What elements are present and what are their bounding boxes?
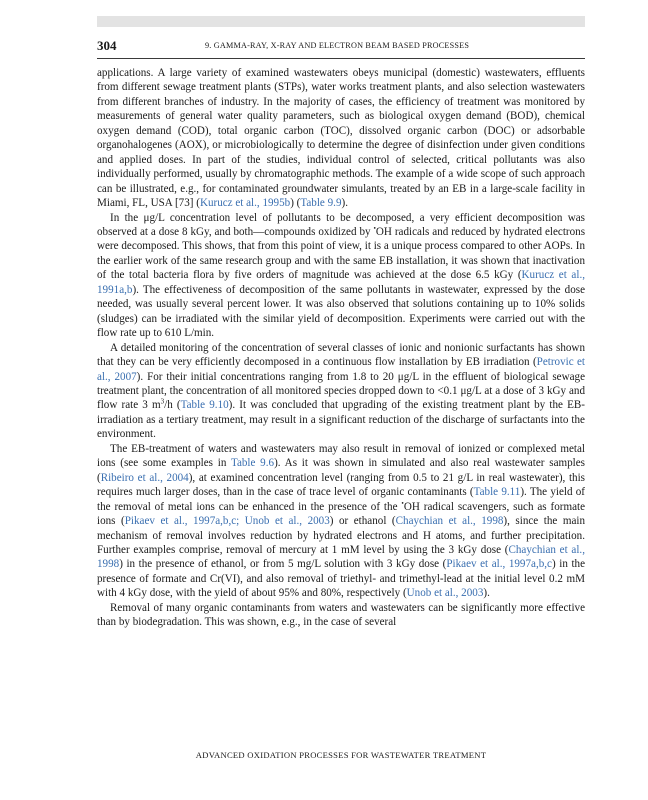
page-header xyxy=(97,36,585,59)
superscript: • xyxy=(373,224,376,233)
page-number: 304 xyxy=(97,38,117,53)
body-text xyxy=(97,66,585,630)
book-title-footer: ADVANCED OXIDATION PROCESSES FOR WASTEWATER TREATMENT xyxy=(195,750,487,760)
citation-link[interactable]: Kurucz et al., 1995b xyxy=(199,197,291,210)
citation-link[interactable]: Table 9.11 xyxy=(473,486,521,499)
text-run: The EB-treatment of waters and wastewaters may also result in removal of ionized or complexed metal ions (see some examples in xyxy=(97,442,585,470)
superscript: 3 xyxy=(160,397,165,406)
citation-link[interactable]: Table 9.6 xyxy=(230,457,275,470)
text-run: ). The effectiveness of decomposition of the same pollutants in wastewater, expressed by the dose needed, was usually several percent lower. It was also observed that solutions containing up to 10% solids (sludges) can be irradiated with the similar yield of decomposition. Experiments were carried out with the flow rate up to 610 L/min. xyxy=(97,283,585,340)
text-run: In the μg/L concentration level of pollutants to be decomposed, a very efficient decomposition was observed at a dose 8 kGy, and both—compounds oxidized by xyxy=(97,211,585,238)
paragraph xyxy=(97,66,585,211)
superscript: • xyxy=(401,498,404,507)
text-run: /h ( xyxy=(164,399,181,412)
citation-link[interactable]: Petrovic et al., 2007 xyxy=(97,356,585,383)
text-run: ). xyxy=(341,197,348,210)
text-run: ) or ethanol ( xyxy=(329,515,396,528)
citation-link[interactable]: Pikaev et al., 1997a,b,c; Unob et al., 2003 xyxy=(124,515,330,528)
text-run: ), at examined concentration level (ranging from 0.5 to 21 g/L in real wastewater), this requires much larger doses, than in the case of trace level of organic contaminants ( xyxy=(97,471,585,499)
citation-link[interactable]: Chaychian et al., 1998 xyxy=(97,543,585,571)
paragraph xyxy=(97,601,585,630)
text-run: ). For their initial concentrations ranging from 1.8 to 20 μg/L in the effluent of biological sewage treatment plant, the concentration of all monitored species dropped down to <0.1 μg/L at a dose of 3 kGy and flow rate 3 m xyxy=(97,370,585,412)
text-run: ). It was concluded that upgrading of the existing treatment plant by the EB-irradiation as a tertiary treatment, may result in a significant reduction of the discharge of surfactants into the environment. xyxy=(97,399,585,441)
text-run: Removal of many organic contaminants from waters and wastewaters can be significantly more effective than by biodegradation. This was shown, e.g., in the case of several xyxy=(97,601,585,629)
text-run: ) in the presence of formate and Cr(VI), and also removal of triethyl- and trimethyl-lead at the initial level 0.2 mM with 4 kGy dose, with the yield of about 95% and 80%, respectively ( xyxy=(97,558,586,600)
paragraph xyxy=(97,442,585,601)
citation-link[interactable]: Kurucz et al., 1991a,b xyxy=(97,269,585,296)
paragraph xyxy=(97,341,585,442)
citation-link[interactable]: Table 9.10 xyxy=(180,399,229,412)
citation-link[interactable]: Ribeiro et al., 2004 xyxy=(100,471,189,484)
text-run: ), since the main mechanism of removal involves reduction by hydrated electrons and H atoms, and further precipitation. Further examples comprise, removal of mercury at 1 mM level by using the 3 kGy dose ( xyxy=(97,515,585,556)
paragraph xyxy=(97,211,585,341)
text-run: OH radical scavengers, such as formate ions ( xyxy=(97,500,586,528)
citation-link[interactable]: Pikaev et al., 1997a,b,c xyxy=(446,558,552,571)
citation-link[interactable]: Unob et al., 2003 xyxy=(406,587,484,600)
citation-link[interactable]: Table 9.9 xyxy=(300,197,342,210)
text-run: ) in the presence of ethanol, or from 5 mg/L solution with 3 kGy dose ( xyxy=(119,558,447,571)
running-title: 9. GAMMA-RAY, X-RAY AND ELECTRON BEAM BASED PROCESSES xyxy=(205,41,470,50)
text-run: OH radicals and reduced by hydrated electrons were decomposed. This shows, that from this point of view, it is a unique process compared to other AOPs. In the earlier work of the same research group and with the same EB installation, it was shown that inactivation of the total bacteria flora by five orders of magnitude was achieved at the dose 6.5 kGy ( xyxy=(97,225,586,282)
citation-link[interactable]: Chaychian et al., 1998 xyxy=(395,515,504,528)
text-run: applications. A large variety of examined wastewaters obeys municipal (domestic) wastewaters, effluents from different sewage treatment plants (STPs), water works treatment plants, and also selection wastewaters from different branches of industry. In the majority of cases, the efficiency of treatment was monitored by measurements of general water quality parameters, such as biological oxygen demand (BOD), chemical oxygen demand (COD), total organic carbon (TOC), dissolved organic carbon (DOC) or adsorbable organohalogenes (AOX), or microbiologically to determine the degree of disinfection under given conditions and applied doses. In part of the studies, individual control of selected, critical pollutants was also individually performed, usually by chromatographic methods. The example of a wide scope of such approach can be illustrated, e.g., for contaminated groundwater simulants, treated by an EB in a large-scale facility in Miami, FL, USA [73] ( xyxy=(97,67,585,210)
text-run: A detailed monitoring of the concentration of several classes of ionic and nonionic surfactants has shown that they can be very efficiently decomposed in a continuous flow installation by EB irradiation ( xyxy=(97,341,585,369)
header-bar xyxy=(97,16,585,27)
text-run: ). As it was shown in simulated and also real wastewater samples ( xyxy=(97,457,585,484)
text-run: ). The yield of the removal of metal ions can be enhanced in the presence of the xyxy=(97,486,585,513)
text-run: ). xyxy=(483,587,490,600)
text-run: ) ( xyxy=(290,197,301,210)
